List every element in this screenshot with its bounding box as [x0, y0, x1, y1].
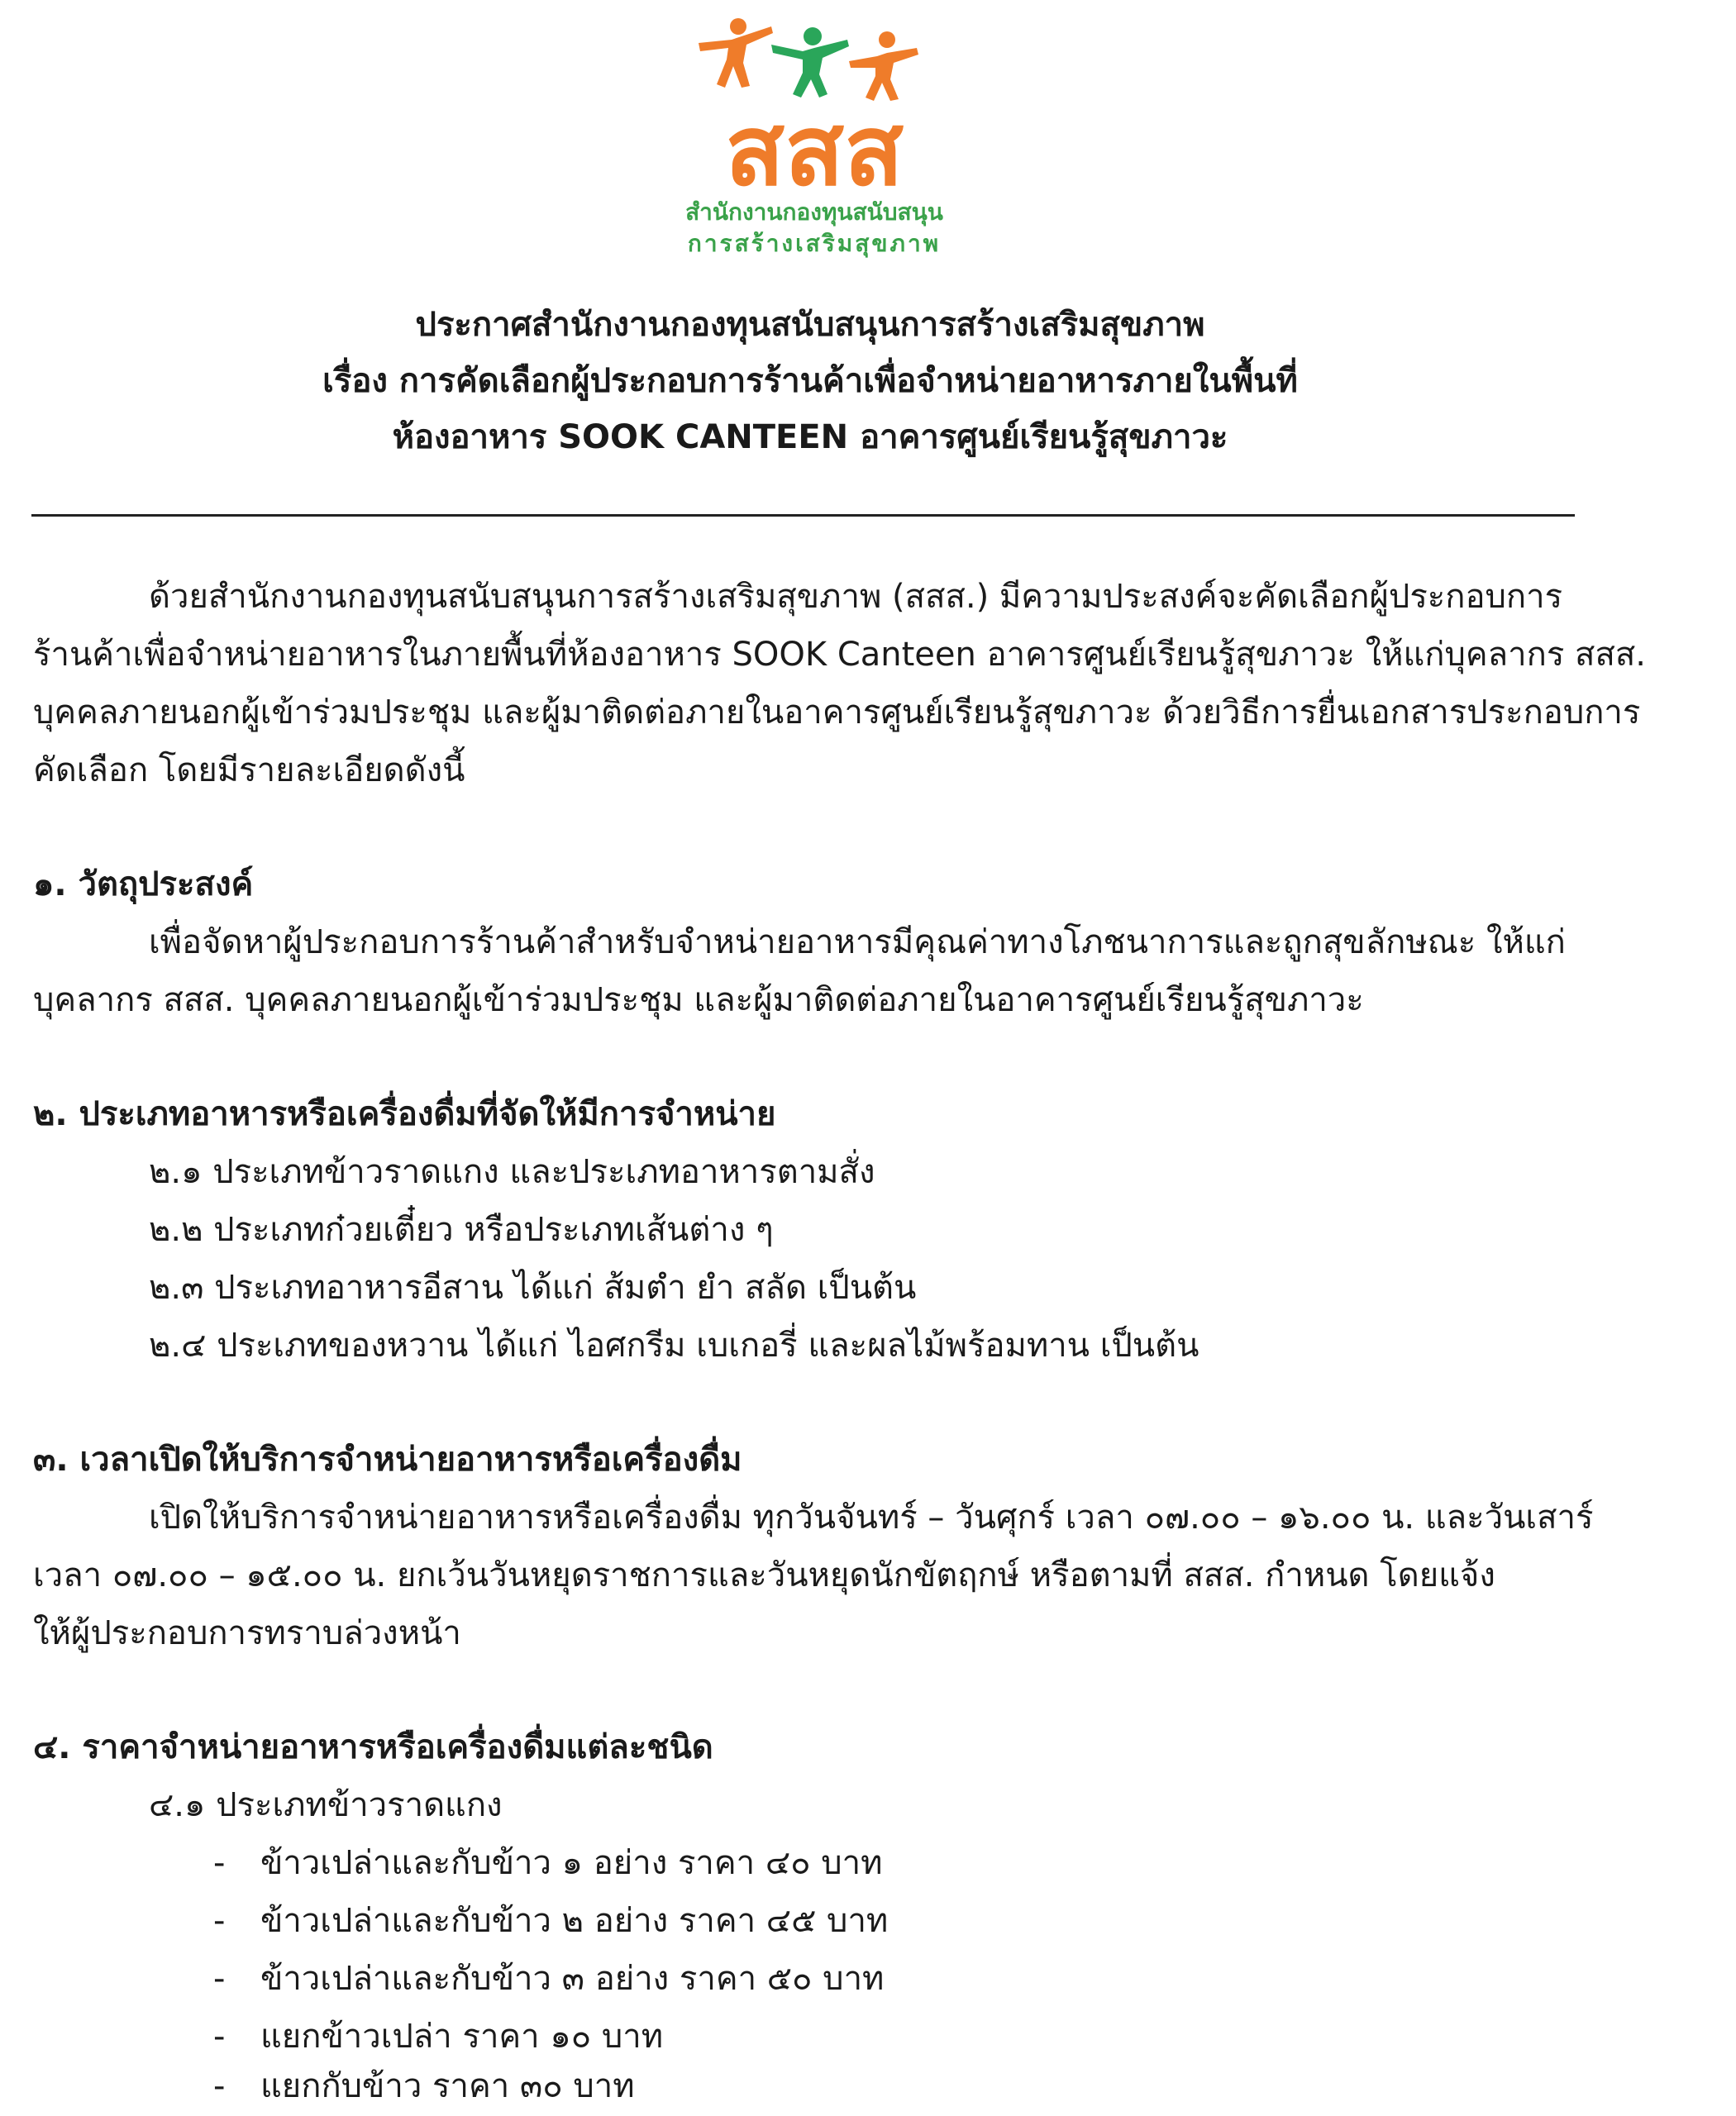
thaihealth-logo	[674, 15, 955, 255]
section3-line1: เปิดให้บริการจำหน่ายอาหารหรือเครื่องดื่ม ทุกวันจันทร์ – วันศุกร์ เวลา ๐๗.๐๐ – ๑๖.๐๐ น. และวันเสาร์	[149, 1499, 1594, 1537]
price-item: ข้าวเปล่าและกับข้าว ๓ อย่าง ราคา ๕๐ บาท	[260, 1960, 885, 1998]
section4-subheading: ๔.๑ ประเภทข้าวราดแกง	[149, 1786, 503, 1824]
section2-item: ๒.๓ ประเภทอาหารอีสาน ได้แก่ ส้มตำ ยำ สลัด เป็นต้น	[149, 1269, 917, 1307]
title-line2: เรื่อง การคัดเลือกผู้ประกอบการร้านค้าเพื่อจำหน่ายอาหารภายในพื้นที่	[322, 362, 1298, 400]
intro-line1: ด้วยสำนักงานกองทุนสนับสนุนการสร้างเสริมสุขภาพ (สสส.) มีความประสงค์จะคัดเลือกผู้ประกอบการ	[149, 578, 1563, 616]
bullet-dash: -	[213, 2018, 226, 2056]
section1-heading: ๑. วัตถุประสงค์	[33, 865, 254, 903]
section2-item: ๒.๑ ประเภทข้าวราดแกง และประเภทอาหารตามสั่ง	[149, 1153, 875, 1191]
section2-item: ๒.๒ ประเภทก๋วยเตี๋ยว หรือประเภทเส้นต่าง ๆ	[149, 1211, 774, 1249]
bullet-dash: -	[213, 1960, 226, 1998]
section1-line1: เพื่อจัดหาผู้ประกอบการร้านค้าสำหรับจำหน่ายอาหารมีคุณค่าทางโภชนาการและถูกสุขลักษณะ ให้แก่	[149, 923, 1566, 961]
title-line1: ประกาศสำนักงานกองทุนสนับสนุนการสร้างเสริมสุขภาพ	[415, 306, 1205, 344]
section3-line3: ให้ผู้ประกอบการทราบล่วงหน้า	[33, 1614, 461, 1652]
logo-caption-line1: สำนักงานกองทุนสนับสนุน	[685, 198, 943, 226]
bullet-dash: -	[213, 1844, 226, 1882]
logo-mark-icon	[674, 15, 955, 193]
title-divider	[31, 514, 1575, 517]
logo-caption-line2: การสร้างเสริมสุขภาพ	[687, 230, 942, 257]
section3-line2: เวลา ๐๗.๐๐ – ๑๕.๐๐ น. ยกเว้นวันหยุดราชการและวันหยุดนักขัตฤกษ์ หรือตามที่ สสส. กำหนด โดยแจ้ง	[33, 1556, 1495, 1594]
bullet-dash: -	[213, 2067, 226, 2105]
price-item: แยกข้าวเปล่า ราคา ๑๐ บาท	[260, 2018, 664, 2056]
section2-heading: ๒. ประเภทอาหารหรือเครื่องดื่มที่จัดให้มีการจำหน่าย	[33, 1095, 776, 1133]
section1-line2: บุคลากร สสส. บุคคลภายนอกผู้เข้าร่วมประชุม และผู้มาติดต่อภายในอาคารศูนย์เรียนรู้สุขภาวะ	[33, 981, 1364, 1019]
section2-item: ๒.๔ ประเภทของหวาน ได้แก่ ไอศกรีม เบเกอรี่ และผลไม้พร้อมทาน เป็นต้น	[149, 1327, 1199, 1365]
title-line3: ห้องอาหาร SOOK CANTEEN อาคารศูนย์เรียนรู้สุขภาวะ	[392, 418, 1228, 456]
price-item: ข้าวเปล่าและกับข้าว ๑ อย่าง ราคา ๔๐ บาท	[260, 1844, 883, 1882]
intro-line4: คัดเลือก โดยมีรายละเอียดดังนี้	[33, 751, 465, 789]
intro-line3: บุคคลภายนอกผู้เข้าร่วมประชุม และผู้มาติดต่อภายในอาคารศูนย์เรียนรู้สุขภาวะ ด้วยวิธีการยื่นเอกสารประกอบการ	[33, 693, 1641, 732]
bullet-dash: -	[213, 1902, 226, 1940]
price-item: ข้าวเปล่าและกับข้าว ๒ อย่าง ราคา ๔๕ บาท	[260, 1902, 889, 1940]
logo-wordmark: สสส	[724, 93, 904, 193]
section4-heading: ๔. ราคาจำหน่ายอาหารหรือเครื่องดื่มแต่ละชนิด	[33, 1728, 713, 1766]
intro-line2: ร้านค้าเพื่อจำหน่ายอาหารในภายพื้นที่ห้องอาหาร SOOK Canteen อาคารศูนย์เรียนรู้สุขภาวะ ให้แก่บุคลากร สสส.	[33, 636, 1647, 674]
section3-heading: ๓. เวลาเปิดให้บริการจำหน่ายอาหารหรือเครื่องดื่ม	[33, 1441, 742, 1479]
price-item: แยกกับข้าว ราคา ๓๐ บาท	[260, 2067, 635, 2105]
